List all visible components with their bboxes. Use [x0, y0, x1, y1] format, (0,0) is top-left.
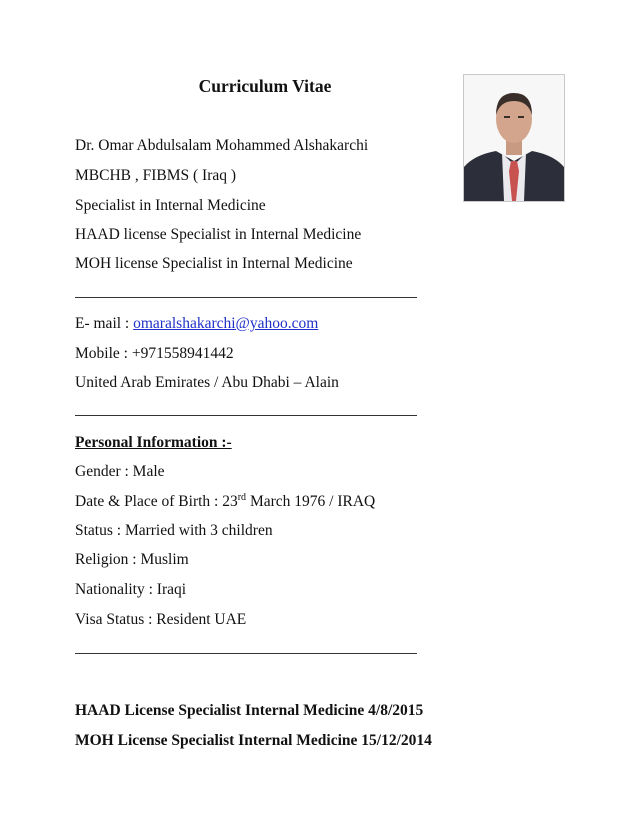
- birth-value: March 1976 / IRAQ: [246, 493, 376, 510]
- divider: [75, 653, 417, 654]
- document-title: Curriculum Vitae: [198, 76, 332, 96]
- portrait-photo: [463, 74, 565, 202]
- mobile-line: Mobile : +971558941442: [75, 345, 234, 362]
- gender-line: Gender : Male: [75, 463, 165, 480]
- birth-line: [75, 493, 375, 511]
- email-line: [75, 315, 318, 333]
- divider: [75, 415, 417, 416]
- birth-label: Date & Place of Birth : 23: [75, 493, 238, 510]
- haad-license-date: HAAD License Specialist Internal Medicine 4/8/2015: [75, 702, 424, 719]
- visa-line: Visa Status : Resident UAE: [75, 611, 247, 628]
- location-line: United Arab Emirates / Abu Dhabi – Alain: [75, 374, 339, 391]
- divider: [75, 297, 417, 298]
- moh-license-date: MOH License Specialist Internal Medicine 15/12/2014: [75, 732, 432, 749]
- moh-license-line: MOH license Specialist in Internal Medicine: [75, 255, 353, 272]
- personal-info-heading: Personal Information :-: [75, 434, 232, 451]
- email-label: E- mail :: [75, 315, 134, 332]
- candidate-name: Dr. Omar Abdulsalam Mohammed Alshakarchi: [75, 137, 369, 154]
- person-photo-icon: [464, 75, 564, 201]
- ordinal-suffix: rd: [237, 491, 247, 503]
- email-link[interactable]: omaralshakarchi@yahoo.com: [133, 315, 319, 332]
- status-line: Status : Married with 3 children: [75, 522, 273, 539]
- religion-line: Religion : Muslim: [75, 551, 189, 568]
- nationality-line: Nationality : Iraqi: [75, 581, 187, 598]
- specialty: Specialist in Internal Medicine: [75, 197, 266, 214]
- haad-license-line: HAAD license Specialist in Internal Medicine: [75, 226, 362, 243]
- qualifications: MBCHB , FIBMS ( Iraq ): [75, 167, 237, 184]
